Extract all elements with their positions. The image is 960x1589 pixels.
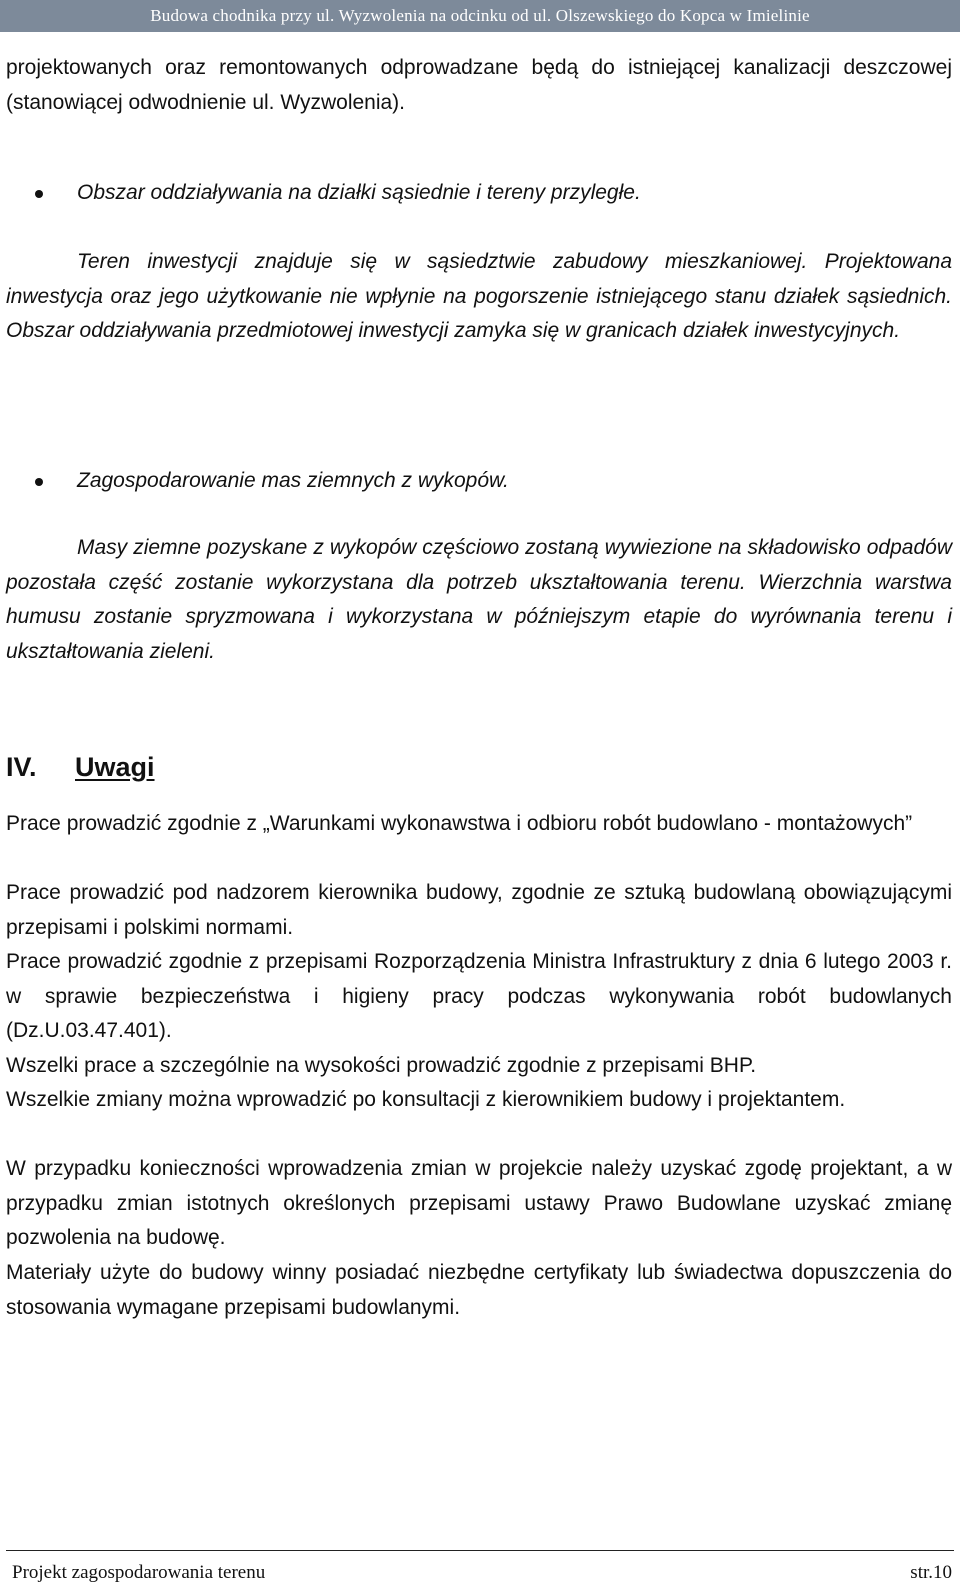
remarks-paragraph: Prace prowadzić zgodnie z „Warunkami wykonawstwa i odbioru robót budowlano - montażowych” bbox=[6, 812, 913, 835]
remarks-paragraph: Wszelki prace a szczególnie na wysokości prowadzić zgodnie z przepisami BHP. bbox=[6, 1054, 757, 1077]
remarks-paragraph: Prace prowadzić pod nadzorem kierownika budowy, zgodnie ze sztuką budowlaną obowiązującymi przepisami i polskimi normami. bbox=[6, 881, 952, 939]
bullet-item-impact-area bbox=[6, 176, 952, 210]
section-title: Uwagi bbox=[75, 752, 155, 782]
bullet-icon bbox=[35, 190, 43, 198]
remarks-paragraph: Wszelkie zmiany można wprowadzić po konsultacji z kierownikiem budowy i projektantem. bbox=[6, 1088, 846, 1111]
remarks-paragraph: Materiały użyte do budowy winny posiadać niezbędne certyfikaty lub świadectwa dopuszczenia do stosowania wymagane przepisami budowlanymi. bbox=[6, 1261, 952, 1319]
page-number: str.10 bbox=[910, 1562, 952, 1583]
remarks-paragraph: W przypadku konieczności wprowadzenia zmian w projekcie należy uzyskać zgodę projektant, a w przypadku zmian istotnych określonych przepisami ustawy Prawo Budowlane uzyskać zmianę pozwolenia na budowę. bbox=[6, 1157, 952, 1249]
running-header bbox=[0, 0, 960, 32]
page-footer bbox=[0, 1544, 960, 1589]
bullet-label: Obszar oddziaływania na działki sąsiednie i tereny przyległe. bbox=[77, 181, 641, 204]
earthworks-paragraph: Masy ziemne pozyskane z wykopów częściowo zostaną wywiezione na składowisko odpadów pozostała część zostanie wykorzystana dla potrzeb ukształtowania terenu. Wierzchnia warstwa humusu zostanie spryzmowana i wykorzystana w późniejszym etapie do wyrównania terenu i ukształtowania zieleni. bbox=[6, 536, 952, 663]
intro-continuation: projektowanych oraz remontowanych odprowadzane będą do istniejącej kanalizacji deszczowej (stanowiącej odwodnienie ul. Wyzwolenia). bbox=[6, 56, 952, 114]
impact-area-paragraph: Teren inwestycji znajduje się w sąsiedztwie zabudowy mieszkaniowej. Projektowana inwestycja oraz jego użytkowanie nie wpłynie na pogorszenie istniejącego stanu działek sąsiednich. Obszar oddziaływania przedmiotowej inwestycji zamyka się w granicach działek inwestycyjnych. bbox=[6, 250, 952, 342]
bullet-item-earthworks bbox=[6, 464, 952, 498]
remarks-paragraph: Prace prowadzić zgodnie z przepisami Rozporządzenia Ministra Infrastruktury z dnia 6 lutego 2003 r. w sprawie bezpieczeństwa i higieny pracy podczas wykonywania robót budowlanych (Dz.U.03.47.401). bbox=[6, 950, 952, 1042]
footer-divider bbox=[6, 1550, 954, 1551]
footer-document-title: Projekt zagospodarowania terenu bbox=[12, 1562, 266, 1583]
bullet-icon bbox=[35, 478, 43, 486]
section-number: IV. bbox=[6, 752, 37, 782]
header-title: Budowa chodnika przy ul. Wyzwolenia na odcinku od ul. Olszewskiego do Kopca w Imielinie bbox=[150, 6, 810, 25]
bullet-label: Zagospodarowanie mas ziemnych z wykopów. bbox=[77, 469, 509, 492]
